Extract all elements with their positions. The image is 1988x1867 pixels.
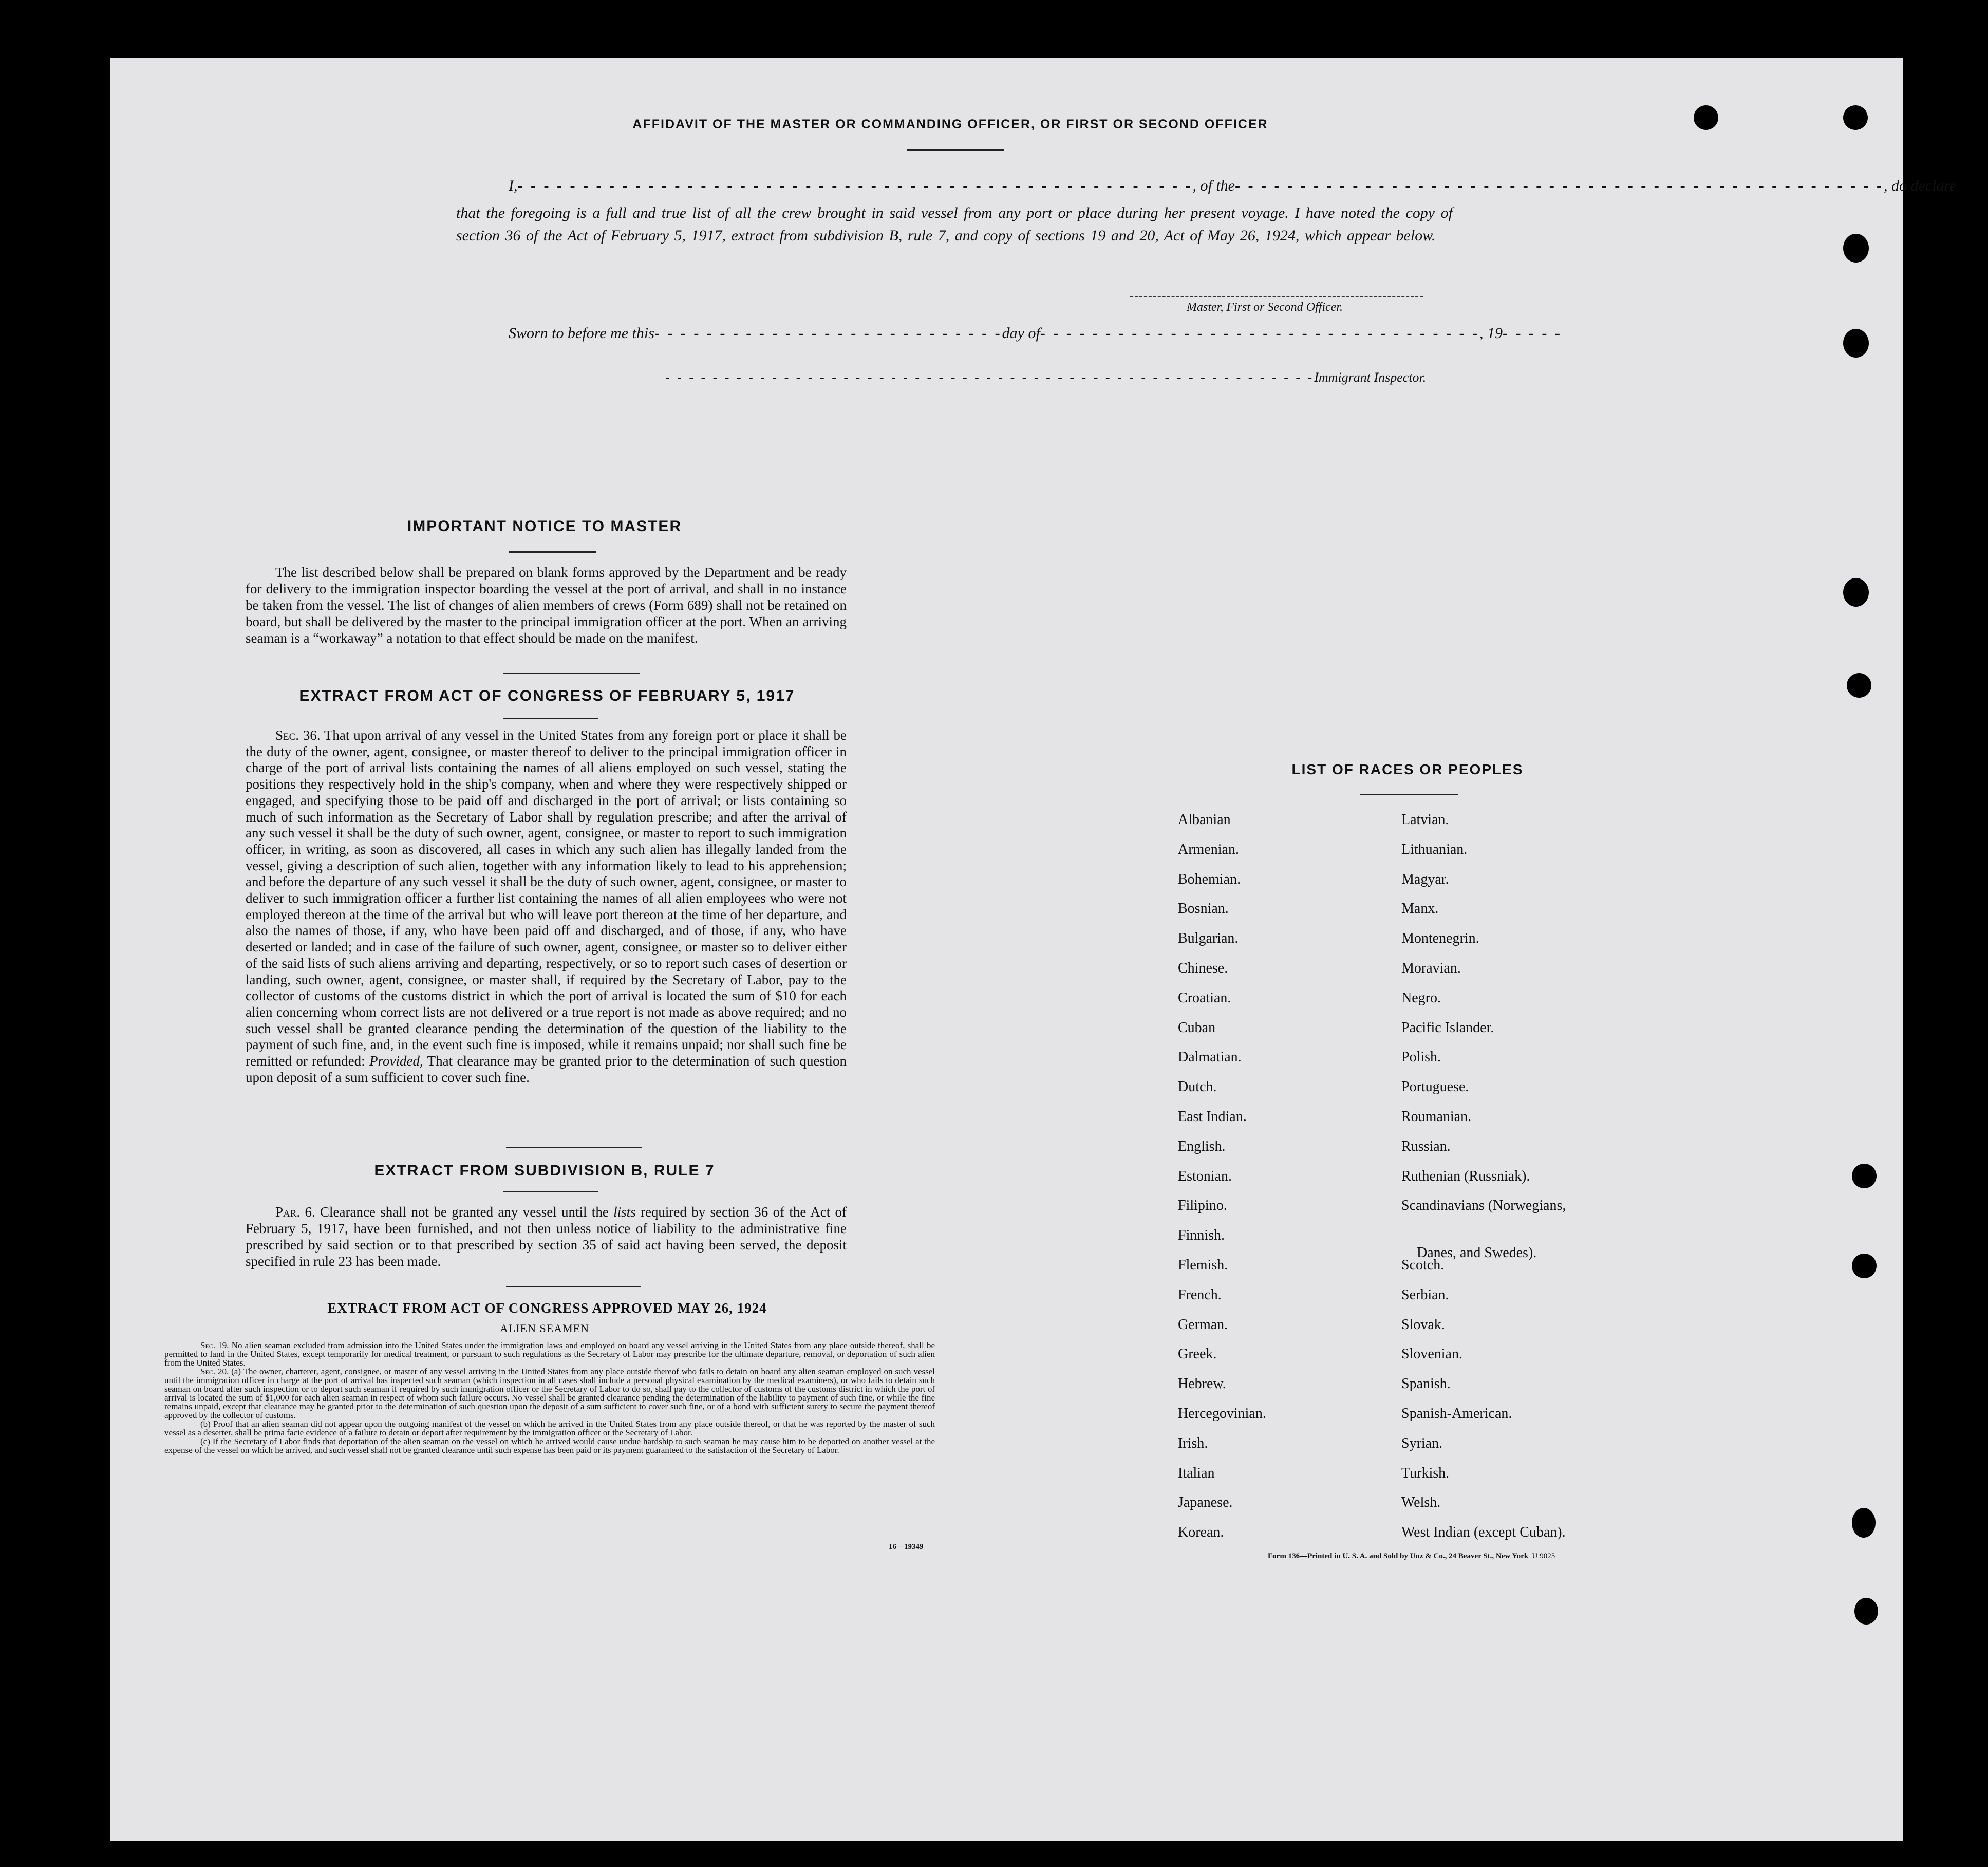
race-item: Japanese. [1178,1495,1233,1511]
race-item: Croatian. [1178,989,1231,1006]
race-item: Spanish-American. [1401,1406,1512,1422]
race-item: Flemish. [1178,1257,1228,1273]
divider [506,1286,641,1287]
race-item: Moravian. [1401,960,1461,976]
race-item: Montenegrin. [1401,930,1479,947]
notice-title: IMPORTANT NOTICE TO MASTER [407,518,682,535]
divider [1360,794,1458,795]
race-item: Lithuanian. [1401,841,1468,857]
race-item: Bulgarian. [1178,930,1239,947]
race-item: Bohemian. [1178,871,1241,887]
sec19-paragraph: Sec. 19. No alien seaman excluded from admission into the United States under the immigration laws and employed on board any vessel arriving in the United States from any place outside thereof, shall be permitted to land in the United States, except temporarily for medical treatment, or pursuant to such regulations as the Secretary of Labor may prescribe for the ultimate departure, removal, or deportation of such alien from the United States. [164,1340,935,1368]
provided-term: Provided, [369,1053,423,1069]
race-item: Hercegovinian. [1178,1406,1266,1422]
race-item: Scandinavians (Norwegians, [1401,1198,1566,1214]
act1917-body-end: That clearance may be granted prior to the determination of such question upon deposit of a sum sufficient to cover such fine. [246,1053,847,1085]
blank-name-field[interactable]: - - - - - - - - - - - - - - - - - - - - - - - - - - - - - - - - - - - - - - - - - - - - - - - - - - - - [517,177,1193,194]
race-item: East Indian. [1178,1109,1247,1125]
race-item: Manx. [1401,901,1439,917]
sworn-day-label: day of [1002,325,1040,342]
punch-hole [1843,329,1869,358]
punch-hole [1852,1508,1876,1538]
race-item: German. [1178,1316,1228,1333]
affidavit-title: AFFIDAVIT OF THE MASTER OR COMMANDING OFFICER, OR FIRST OR SECOND OFFICER [632,117,1268,132]
race-item: Bosnian. [1178,901,1229,917]
affidavit-declaration-line [509,177,1957,195]
race-item: Syrian. [1401,1435,1443,1451]
paragraph-label: Par. 6. [275,1204,315,1220]
sec20a-paragraph: Sec. 20. (a) The owner, charterer, agent, consignee, or master of any vessel arriving in the United States from any place outside thereof who fails to detain on board any alien seaman employed on such vessel until the immigration officer in charge at the port of arrival has inspected such seaman (which inspection in all cases shall include a personal physical examination by the medical examiners), or who fails to detain such seaman on board after such inspection or to deport such seaman if required by such immigration officer or the Secretary of Labor to do so, shall pay to the collector of customs of the customs district in which the port of arrival is located the sum of $1,000 for each alien seaman in respect of whom such failure occurs. No vessel shall be granted clearance pending the determination of the liability to payment of such fine, or while the fine remains unpaid, except that clearance may be granted prior to the determination of such question upon the deposit of a sum sufficient to cover such fine, or of a bond with sufficient surety to secure the payment thereof approved by the collector of customs. [164,1367,935,1420]
sec20b-paragraph: (b) Proof that an alien seaman did not appear upon the outgoing manifest of the vessel on which he arrived in the United States from any place outside thereof, or that he was reported by the master of such vessel as a deserter, shall be prima facie evidence of a failure to detain or deport after requirement by the immigration officer or the Secretary of Labor. [164,1419,935,1437]
race-item: Dutch. [1178,1079,1217,1095]
punch-hole [1852,1164,1877,1188]
rule7-title: EXTRACT FROM SUBDIVISION B, RULE 7 [374,1162,715,1179]
race-item: Greek. [1178,1346,1217,1362]
race-item: Korean. [1178,1524,1224,1541]
print-code: 16—19349 [889,1543,924,1551]
race-item: Italian [1178,1465,1215,1481]
lists-term: lists [613,1204,636,1220]
race-item: Portuguese. [1401,1079,1469,1095]
punch-hole [1843,234,1869,263]
race-item: West Indian (except Cuban). [1401,1524,1566,1541]
race-item: Armenian. [1178,841,1239,857]
race-item: Negro. [1401,989,1441,1006]
punch-hole [1843,578,1869,607]
blank-year-field[interactable]: - - - - - [1502,325,1562,342]
sworn-line [509,325,1562,342]
race-item: Dalmatian. [1178,1049,1242,1066]
race-item: Roumanian. [1401,1109,1472,1125]
form-code: U 9025 [1532,1552,1555,1560]
race-item: Russian. [1401,1138,1451,1154]
race-item: French. [1178,1286,1222,1303]
form-footer [1268,1552,1555,1561]
section-label: Sec. 36. [275,727,321,743]
race-item: Scotch. [1401,1257,1445,1273]
race-item: Albanian [1178,812,1231,828]
race-item: Cuban [1178,1019,1216,1036]
inspector-label: Immigrant Inspector. [1314,370,1427,385]
sworn-label: Sworn to before me this [509,325,654,342]
affidavit-text: that the foregoing is a full and true list of all the crew brought in said vessel from any port or place during her present voyage. I have noted the copy of section 36 of the Act of February 5, 1917, extract from subdivision B, rule 7, and copy of sections 19 and 20, Act of May 26, 1924, which appear below. [456,204,1453,244]
blank-day-field[interactable]: - - - - - - - - - - - - - - - - - - - - - - - - - - - [654,325,1002,342]
sec20c-paragraph: (c) If the Secretary of Labor finds that deportation of the alien seaman on the vessel on which he arrived would cause undue hardship to such seaman he may cause him to be deported on another vessel at the expense of the vessel on which he arrived, and such vessel shall not be granted clearance until such expense has been paid or its payment guaranteed to the satisfaction of the Secretary of Labor. [164,1436,935,1455]
act1924-text [164,1341,935,1454]
divider [503,718,598,719]
race-item: Slovak. [1401,1316,1445,1333]
race-item: Spanish. [1401,1376,1451,1392]
race-item: Polish. [1401,1049,1441,1066]
sworn-year-label: , 19 [1479,325,1503,342]
race-item: Filipino. [1178,1198,1227,1214]
act1917-title: EXTRACT FROM ACT OF CONGRESS OF FEBRUARY 5, 1917 [299,687,795,704]
races-title: LIST OF RACES OR PEOPLES [1291,761,1524,777]
race-item: Ruthenian (Russniak). [1401,1168,1530,1184]
race-item: Estonian. [1178,1168,1232,1184]
affidavit-line-start: I, [509,177,518,194]
punch-hole [1854,1598,1878,1625]
act1924-subtitle: ALIEN SEAMEN [500,1322,589,1335]
act1924-title: EXTRACT FROM ACT OF CONGRESS APPROVED MAY 26, 1924 [327,1300,767,1316]
race-item: Hebrew. [1178,1376,1226,1392]
act1917-text [246,727,847,1086]
race-item: Chinese. [1178,960,1228,976]
race-item: Serbian. [1401,1286,1449,1303]
rule7-body-a: Clearance shall not be granted any vessel until the [320,1204,609,1220]
rule7-text [246,1204,847,1269]
punch-hole [1852,1254,1877,1278]
affidavit-line-mid: , of the [1192,177,1235,194]
punch-hole [1843,105,1868,130]
blank-vessel-field[interactable]: - - - - - - - - - - - - - - - - - - - - - - - - - - - - - - - - - - - - - - - - - - - - - - - - - - [1235,177,1884,194]
divider [907,149,1004,151]
race-item: Irish. [1178,1435,1208,1451]
divider [503,1191,598,1192]
blank-month-field[interactable]: - - - - - - - - - - - - - - - - - - - - - - - - - - - - - - - - - - [1040,325,1479,342]
divider [503,673,640,674]
divider [509,551,596,553]
race-item: Welsh. [1401,1495,1441,1511]
race-item: Slovenian. [1401,1346,1462,1362]
act1917-body: That upon arrival of any vessel in the United States from any foreign port or place it shall be the duty of the owner, agent, consignee, or master thereof to deliver to the principal immigration officer in charge of the port of arrival lists containing the names of all aliens employed on such vessel, stating the positions they respectively hold in the ship's company, when and where they were respectively shipped or engaged, and specifying those to be paid off and discharged in the port of arrival; or lists containing so much of such information as the Secretary of Labor shall by regulation prescribe; and after the arrival of any such vessel it shall be the duty of such owner, agent, consignee, or master to report to such immigration officer, in writing, as soon as discovered, all cases in which any such alien has illegally landed from the vessel, giving a description of such alien, together with any information likely to lead to his apprehension; and before the departure of any such vessel it shall be the duty of such owner, agent, consignee, or master to deliver to such immigration officer a further list containing the names of all alien employees who were not employed thereon at the time of the arrival but who will leave port thereon at the time of her departure, and also the names of those, if any, who have been paid off and discharged, and of those, if any, who have deserted or landed; and in case of the failure of such owner, agent, consignee, or master so to deliver either of the said lists of such aliens arriving and departing, respectively, or so to report such cases of desertion or landing, such owner, agent, consignee, or master shall, if required by the Secretary of Labor, pay to the collector of customs of the customs district in which the port of arrival is located the sum of $10 for each alien concerning whom correct lists are not delivered or a true report is not made as above required; and no such vessel shall be granted clearance pending the determination of the question of the liability to the payment of such fine, and, in the event such fine is imposed, while it remains unpaid; nor shall such fine be remitted or refunded: [246,727,847,1069]
signature-line[interactable] [1130,296,1423,297]
race-item: Danes, and Swedes). [1417,1245,1537,1261]
inspector-line [665,370,1426,385]
race-item: English. [1178,1138,1226,1154]
notice-text: The list described below shall be prepared on blank forms approved by the Department and be ready for delivery to the immigration inspector boarding the vessel at the port of arrival, and shall in no instance be taken from the vessel. The list of changes of alien members of crews (Form 689) shall not be retained on board, but shall be delivered by the master to the principal immigration officer at the port. When an arriving seaman is a “workaway” a notation to that effect should be made on the manifest. [246,565,847,646]
signature-label: Master, First or Second Officer. [1187,301,1343,314]
blank-inspector-field[interactable]: - - - - - - - - - - - - - - - - - - - - - - - - - - - - - - - - - - - - - - - - - - - - - - - - - - - - - - - [665,370,1315,385]
race-item: Pacific Islander. [1401,1019,1494,1036]
race-item: Finnish. [1178,1227,1225,1244]
punch-hole [1847,673,1871,698]
affidavit-line-end: , do declare [1884,177,1957,194]
punch-hole [1694,105,1718,130]
form-note: Form 136—Printed in U. S. A. and Sold by Unz & Co., 24 Beaver St., New York [1268,1552,1529,1560]
divider [506,1147,642,1148]
race-item: Magyar. [1401,871,1449,887]
race-item: Turkish. [1401,1465,1450,1481]
race-item: Latvian. [1401,812,1449,828]
rule7-body-b: required by section 36 of the Act of February 5, 1917, have been furnished, and not then unless notice of liability to the administrative fine prescribed by said section or to that prescribed by section 35 of said act having been served, the deposit specified in rule 23 has been made. [246,1204,847,1269]
